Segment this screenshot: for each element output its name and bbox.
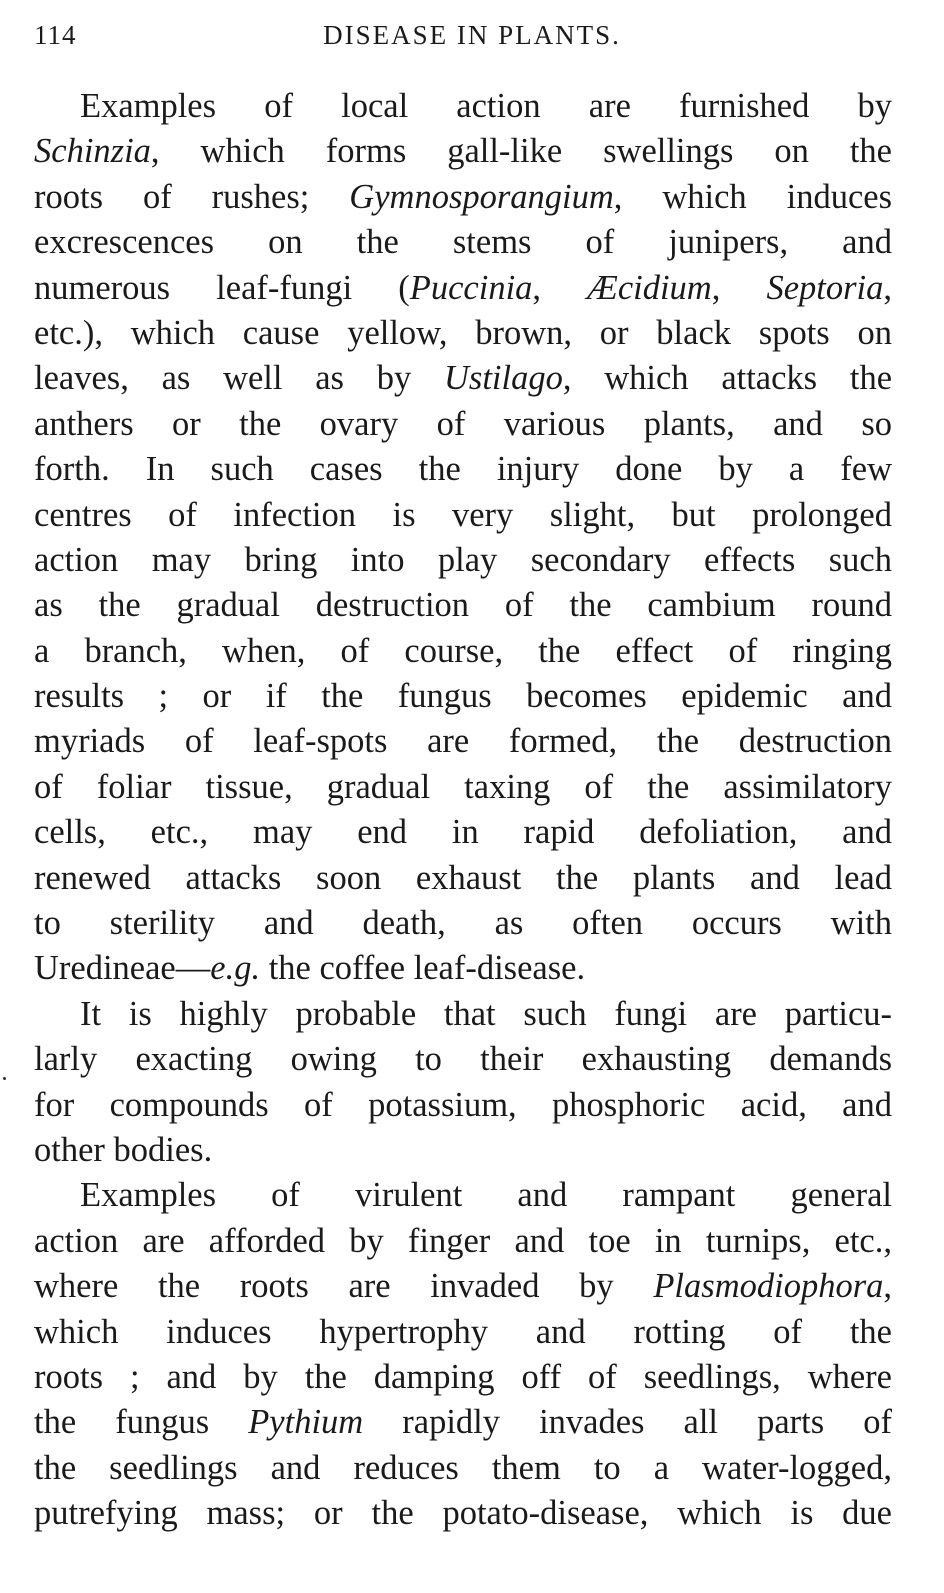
text-line (34, 1083, 892, 1128)
text-run: forth. In such cases the injury done by a few (34, 450, 892, 489)
text-line (34, 311, 892, 356)
text-run: as the gradual destruction of the cambium round (34, 586, 892, 625)
text-run: anthers or the ovary of various plants, and so (34, 404, 892, 443)
text-run: action may bring into play secondary effects such (34, 540, 892, 579)
text-run: a branch, when, of course, the effect of ringing (34, 631, 892, 670)
text-line (34, 1219, 892, 1264)
text-line (34, 1037, 892, 1082)
text-line (34, 1491, 892, 1536)
text-run: Uredineae— (34, 949, 211, 988)
print-speck (3, 1077, 6, 1080)
text-line (34, 946, 892, 991)
text-run: myriads of leaf-spots are formed, the destruction (34, 722, 892, 761)
text-run: larly exacting owing to their exhausting demands (34, 1040, 892, 1079)
text-run: numerous leaf-fungi ( (34, 268, 410, 307)
text-line (34, 356, 892, 401)
text-run: the seedlings and reduces them to a water-logged, (34, 1448, 892, 1487)
text-run: , which attacks the (562, 359, 893, 398)
text-line (34, 719, 892, 764)
text-line (34, 266, 892, 311)
text-line (34, 402, 892, 447)
text-run: Examples of local action are furnished by (80, 87, 892, 125)
text-run: leaves, as well as by (34, 359, 444, 398)
text-run: rapidly invades all parts of (363, 1403, 892, 1442)
text-run: excrescences on the stems of junipers, and (34, 223, 892, 262)
text-run: which induces hypertrophy and rotting of the (34, 1312, 892, 1351)
text-run: roots of rushes; (34, 177, 350, 216)
text-run: the coffee leaf-disease. (260, 949, 586, 988)
text-run: , which induces (613, 177, 892, 216)
text-line (34, 538, 892, 583)
text-run: to sterility and death, as often occurs with (34, 904, 892, 943)
italic-term: Gymnosporangium (349, 177, 614, 216)
text-line (34, 1400, 892, 1445)
text-line (34, 992, 892, 1037)
text-run: for compounds of potassium, phosphoric acid, and (34, 1085, 892, 1124)
text-run: , (711, 268, 767, 307)
text-line (34, 1264, 892, 1309)
paragraph (34, 84, 892, 992)
italic-term: Schinzia (34, 132, 151, 171)
text-line (34, 1173, 892, 1218)
text-line (34, 765, 892, 810)
text-run: renewed attacks soon exhaust the plants and lead (34, 858, 892, 897)
text-run: , (532, 268, 588, 307)
text-line (34, 447, 892, 492)
text-line (34, 175, 892, 220)
italic-term: Pythium (248, 1403, 364, 1442)
text-run: roots ; and by the damping off of seedlings, where (34, 1357, 892, 1396)
text-line (34, 901, 892, 946)
running-head (0, 18, 944, 58)
text-line (34, 493, 892, 538)
text-line (34, 1446, 892, 1491)
text-run: It is highly probable that such fungi are particu- (80, 994, 892, 1033)
text-line (34, 1128, 892, 1173)
text-line (34, 84, 892, 129)
text-run: , which forms gall-like swellings on the (150, 132, 892, 171)
text-run: results ; or if the fungus becomes epidemic and (34, 677, 892, 716)
text-run: the fungus (34, 1403, 249, 1442)
text-run: centres of infection is very slight, but prolonged (34, 495, 892, 534)
italic-term: Puccinia (409, 268, 533, 307)
italic-term: e.g. (210, 949, 261, 988)
text-run: putrefying mass; or the potato-disease, which is due (34, 1494, 892, 1533)
page-number: 114 (34, 20, 77, 50)
text-run: other bodies. (34, 1130, 213, 1169)
text-run: of foliar tissue, gradual taxing of the assimilatory (34, 767, 892, 806)
text-line (34, 129, 892, 174)
text-run: where the roots are invaded by (34, 1267, 654, 1306)
text-line (34, 629, 892, 674)
paragraph (34, 1173, 892, 1536)
italic-term: Septoria (766, 268, 884, 307)
italic-term: Plasmodiophora (653, 1267, 884, 1306)
running-title: DISEASE IN PLANTS. (323, 20, 621, 50)
text-run: cells, etc., may end in rapid defoliation, and (34, 813, 892, 852)
italic-term: Æcidium (587, 268, 712, 307)
italic-term: Ustilago (444, 359, 563, 398)
body-text (34, 84, 892, 1537)
paragraph (34, 992, 892, 1174)
text-line (34, 856, 892, 901)
text-run: , (883, 268, 892, 307)
text-run: Examples of virulent and rampant general (80, 1176, 892, 1215)
text-line (34, 674, 892, 719)
text-run: action are afforded by finger and toe in turnips, etc., (34, 1221, 892, 1260)
text-line (34, 1310, 892, 1355)
text-line (34, 220, 892, 265)
text-line (34, 1355, 892, 1400)
text-line (34, 810, 892, 855)
text-line (34, 583, 892, 628)
text-run: etc.), which cause yellow, brown, or black spots on (34, 313, 892, 352)
text-run: , (883, 1267, 892, 1306)
